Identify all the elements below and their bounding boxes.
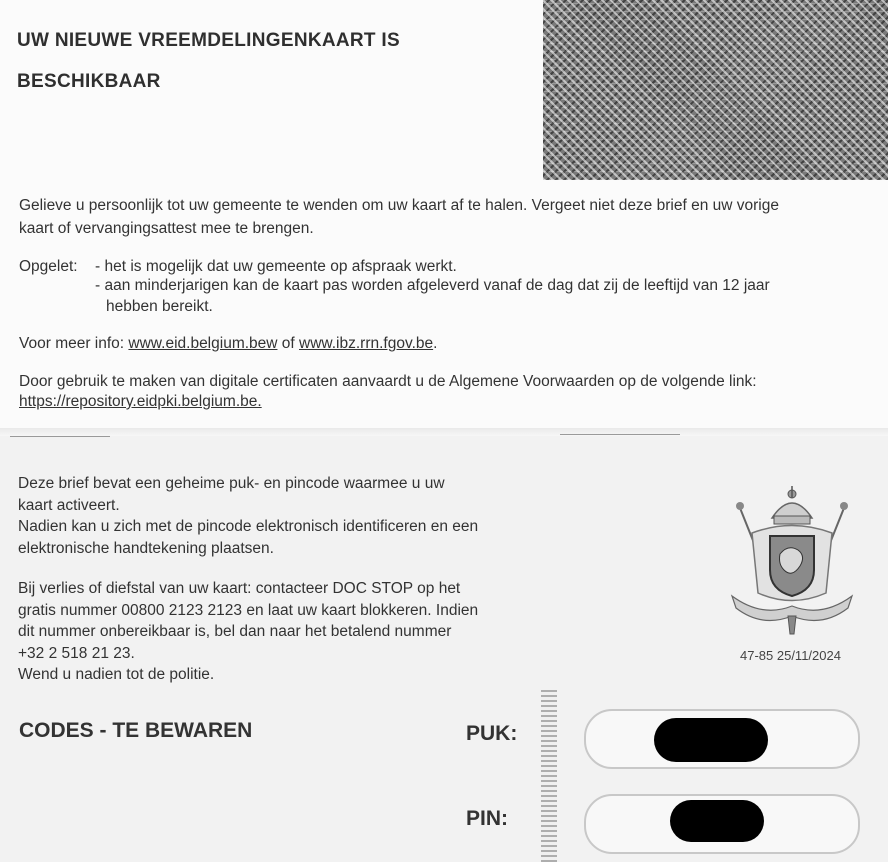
belgian-coat-of-arms-icon bbox=[722, 478, 862, 638]
security-pattern bbox=[543, 0, 888, 180]
codes-slip-stop bbox=[18, 578, 518, 686]
ibz-link[interactable]: www.ibz.rrn.fgov.be bbox=[299, 335, 434, 352]
para3-line1: Bij verlies of diefstal van uw kaart: contacteer DOC STOP op het bbox=[18, 580, 461, 597]
para3-line2: gratis nummer 00800 2123 2123 en laat uw kaart blokkeren. Indien bbox=[18, 601, 479, 619]
letter-title-line2: BESCHIKBAAR bbox=[17, 71, 161, 92]
info-mid: of bbox=[277, 335, 300, 352]
certificates-line1: Door gebruik te maken van digitale certificaten aanvaardt u de Algemene Voorwaarden op de volgende link: bbox=[19, 373, 757, 390]
opgelet-label: Opgelet: bbox=[19, 258, 78, 275]
tear-line bbox=[0, 428, 888, 436]
pin-label: PIN: bbox=[466, 807, 508, 830]
info-prefix: Voor meer info: bbox=[19, 335, 129, 352]
tear-mark bbox=[10, 436, 110, 437]
info-suffix: . bbox=[433, 335, 438, 352]
para2-line2: elektronische handtekening plaatsen. bbox=[18, 539, 274, 557]
pin-redaction bbox=[670, 800, 764, 842]
para3-line5: Wend u nadien tot de politie. bbox=[18, 666, 215, 683]
repository-link[interactable]: https://repository.eidpki.belgium.be. bbox=[19, 393, 262, 410]
puk-label: PUK: bbox=[466, 722, 518, 745]
para3-line3: dit nummer onbereikbaar is, bel dan naar het betalend nummer bbox=[18, 623, 452, 640]
tear-mark bbox=[560, 434, 680, 435]
puk-redaction bbox=[654, 718, 768, 762]
paragraph-pickup-line2: kaart of vervangingsattest mee te brengen. bbox=[19, 220, 314, 237]
para3-line4: +32 2 518 21 23. bbox=[18, 644, 135, 662]
letter-title-line1: UW NIEUWE VREEMDELINGENKAART IS bbox=[17, 30, 400, 51]
reference-number: 47-85 25/11/2024 bbox=[740, 648, 841, 663]
opgelet-item-minors-line1: - aan minderjarigen kan de kaart pas worden afgeleverd vanaf de dag dat zij de leeftijd van 12 jaar bbox=[95, 277, 770, 294]
para1-line1: Deze brief bevat een geheime puk- en pincode waarmee u uw bbox=[18, 475, 445, 492]
paragraph-pickup-line1: Gelieve u persoonlijk tot uw gemeente te wenden om uw kaart af te halen. Vergeet niet deze brief en uw vorige bbox=[19, 197, 779, 214]
para1-line2: kaart activeert. bbox=[18, 496, 120, 514]
opgelet-item-minors-line2: hebben bereikt. bbox=[106, 298, 213, 315]
para2-line1: Nadien kan u zich met de pincode elektronisch identificeren en een bbox=[18, 518, 479, 535]
info-line bbox=[19, 333, 437, 355]
perforation-strip bbox=[541, 690, 557, 862]
codes-title: CODES - TE BEWAREN bbox=[19, 719, 253, 742]
opgelet-item-appointment: - het is mogelijk dat uw gemeente op afspraak werkt. bbox=[95, 258, 457, 275]
codes-slip-intro bbox=[18, 473, 518, 559]
eid-link[interactable]: www.eid.belgium.bew bbox=[128, 335, 278, 352]
